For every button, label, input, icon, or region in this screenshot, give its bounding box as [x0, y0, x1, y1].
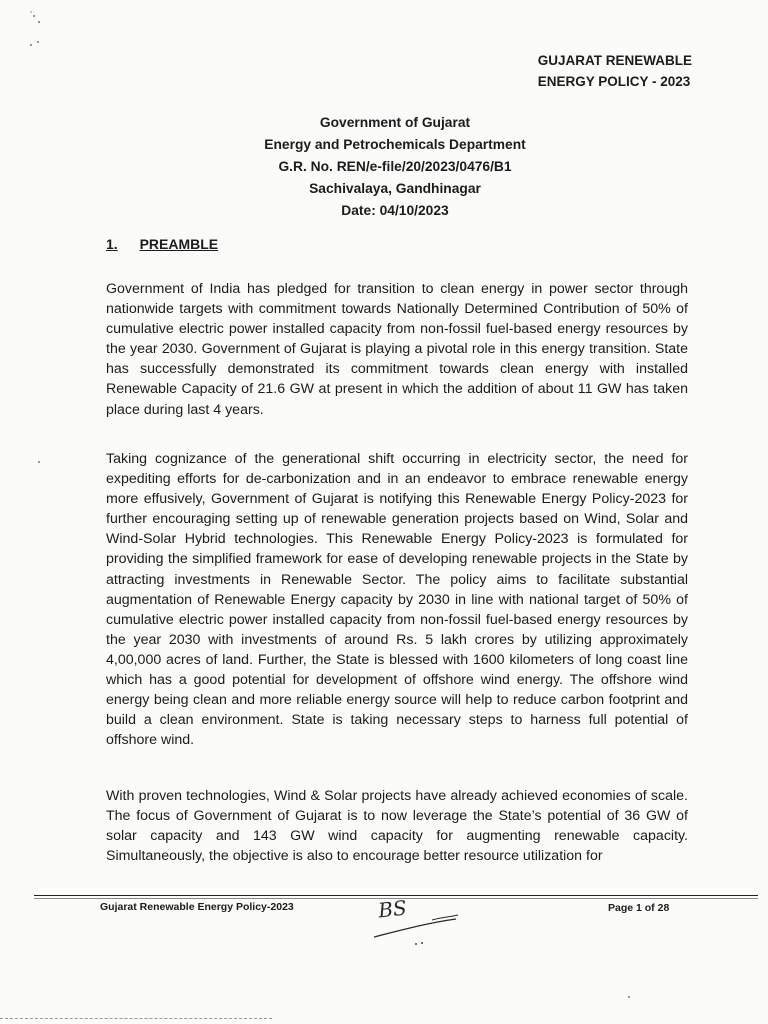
section-heading: [106, 236, 218, 252]
paragraph-3: With proven technologies, Wind & Solar projects have already achieved economies of scale. The focus of Government of Gujarat is to now leverage the State’s potential of 36 GW of solar capacity and 143 GW wind capacity for augmenting renewable capacity. Simultaneously, the objective is also to encourage better resource utilization for: [106, 788, 688, 865]
section-title: PREAMBLE: [139, 236, 219, 252]
place: Sachivalaya, Gandhinagar: [309, 181, 481, 196]
corner-line-2: ENERGY POLICY - 2023: [537, 74, 691, 89]
government-name: Government of Gujarat: [319, 115, 471, 130]
corner-line-1: GUJARAT RENEWABLE: [537, 53, 692, 68]
department-name: Energy and Petrochemicals Department: [264, 137, 526, 152]
scan-speck: [30, 44, 32, 46]
scan-artifact: ʼ: [30, 10, 32, 20]
gr-number: G.R. No. REN/e-file/20/2023/0476/B1: [278, 159, 512, 174]
scan-speck: [38, 461, 40, 463]
scan-speck: [628, 996, 630, 998]
government-order-header: [0, 112, 768, 222]
order-date: Date: 04/10/2023: [341, 203, 449, 218]
signature-text: BS: [376, 895, 408, 923]
scan-speck: [33, 15, 35, 17]
scan-speck: [38, 21, 40, 23]
scan-edge-line: [0, 1018, 272, 1019]
signature-initials: [372, 893, 462, 954]
signature-icon: [372, 893, 462, 949]
policy-header-corner: [538, 50, 692, 92]
paragraph-1: Government of India has pledged for transition to clean energy in power sector through nationwide targets with commitment towards Nationally Determined Contribution of 50% of cumulative electric power installed capacity from non-fossil fuel-based energy resources by the year 2030. Government of Gujarat is playing a pivotal role in this energy transition. State has successfully demonstrated its commitment towards clean energy with installed Renewable Capacity of 21.6 GW at present in which the addition of about 11 GW has taken place during last 4 years.: [106, 281, 688, 418]
footer-document-title: Gujarat Renewable Energy Policy-2023: [100, 901, 294, 913]
paragraph-2: Taking cognizance of the generational shift occurring in electricity sector, the need for expediting efforts for de-carbonization and in an endeavor to embrace renewable energy more effusively, Government of Gujarat is notifying this Renewable Energy Policy-2023 for further encouraging setting up of renewable generation projects based on Wind, Solar and Wind-Solar Hybrid technologies. This Renewable Energy Policy-2023 is formulated for providing the simplified framework for ease of developing renewable projects in the State by attracting investments in Renewable Sector. The policy aims to facilitate substantial augmentation of Renewable Energy capacity by 2030 in line with national target of 50% of cumulative electric power installed capacity from non-fossil fuel-based energy resources by the year 2030 with investments of around Rs. 5 lakh crores by utilizing approximately 4,00,000 acres of land. Further, the State is blessed with 1600 kilometers of long coast line which has a good potential for development of offshore wind energy. The offshore wind energy being clean and more reliable energy source will help to reduce carbon footprint and build a clean environment. State is taking necessary steps to harness full potential of offshore wind.: [106, 451, 688, 749]
scan-speck: [37, 41, 39, 43]
page-number: Page 1 of 28: [608, 902, 670, 914]
section-number: 1.: [106, 236, 118, 252]
